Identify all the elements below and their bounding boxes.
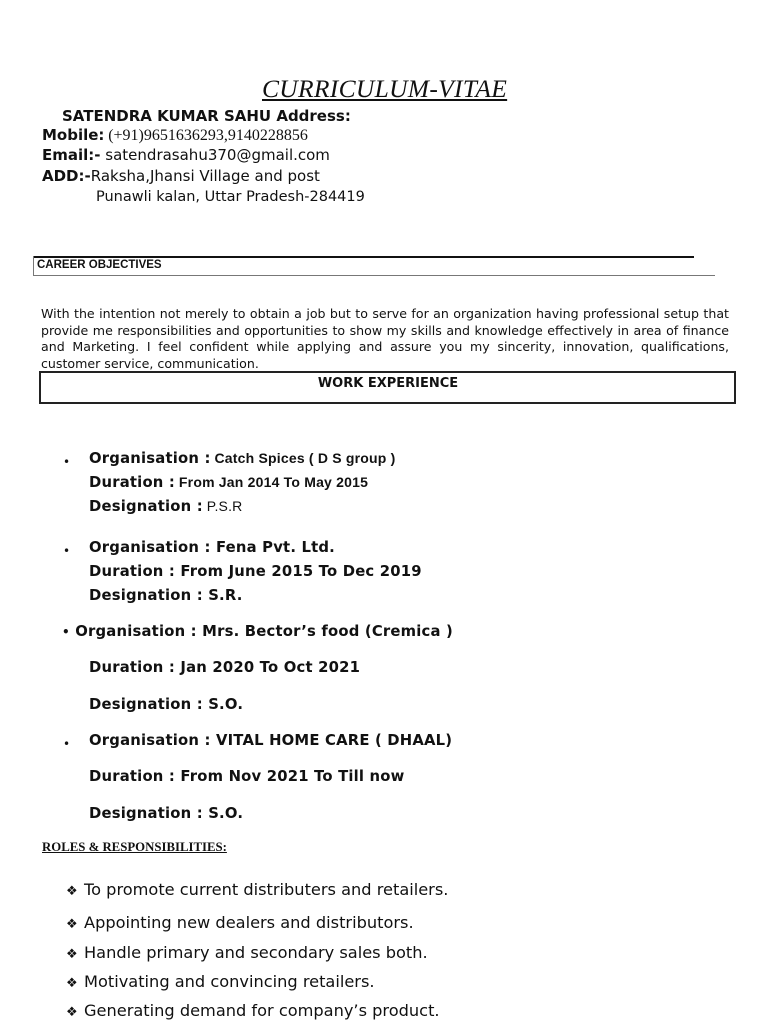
job-bullet: • <box>63 544 71 558</box>
organisation-label: Organisation : <box>89 732 211 749</box>
mobile-value: (+91)9651636293,9140228856 <box>108 127 308 144</box>
list-item-text: Handle primary and secondary sales both. <box>84 943 428 962</box>
mobile-line <box>42 126 308 145</box>
job-duration <box>89 659 360 676</box>
organisation-label: Organisation : <box>89 450 211 467</box>
designation-label: Designation : <box>89 805 203 822</box>
job-designation <box>89 587 243 604</box>
diamond-bullet-icon: ❖ <box>66 1005 78 1020</box>
section-divider-edge <box>33 256 34 276</box>
job-duration <box>89 474 368 492</box>
duration-label: Duration : <box>89 563 176 580</box>
career-objectives-heading: CAREER OBJECTIVES <box>37 259 162 271</box>
list-item-text: Generating demand for company’s product. <box>84 1001 440 1020</box>
address-value-1: Raksha,Jhansi Village and post <box>90 167 320 185</box>
job-designation <box>89 696 243 713</box>
roles-heading: ROLES & RESPONSIBILITIES: <box>42 840 227 854</box>
designation-label: Designation : <box>89 587 203 604</box>
list-item <box>66 1001 440 1020</box>
duration-label: Duration : <box>89 474 176 491</box>
designation-label: Designation : <box>89 498 203 515</box>
job-organisation <box>89 539 335 556</box>
job-duration <box>89 563 422 580</box>
candidate-name: SATENDRA KUMAR SAHU Address: <box>62 107 351 125</box>
job-bullet: • <box>63 455 71 469</box>
list-item <box>66 972 375 991</box>
duration-label: Duration : <box>89 768 176 785</box>
organisation-label: Organisation : <box>75 623 197 640</box>
diamond-bullet-icon: ❖ <box>66 917 78 932</box>
job-organisation <box>62 623 453 640</box>
duration-label: Duration : <box>89 659 176 676</box>
organisation-value: VITAL HOME CARE ( DHAAL) <box>215 732 453 749</box>
organisation-value: Fena Pvt. Ltd. <box>215 539 336 556</box>
list-item <box>66 880 448 899</box>
job-bullet: • <box>63 737 71 751</box>
designation-value: S.O. <box>208 696 244 713</box>
address-line <box>42 167 320 185</box>
job-designation <box>89 498 243 516</box>
diamond-bullet-icon: ❖ <box>66 976 78 991</box>
work-experience-heading: WORK EXPERIENCE <box>317 376 459 391</box>
designation-value: S.R. <box>208 587 243 604</box>
document-title: CURRICULUM-VITAE <box>262 74 508 103</box>
career-objectives-text: With the intention not merely to obtain a job but to serve for an organization having professional setup that provide me responsibilities and opportunities to show my skills and knowledge effectively in area of finance and Marketing. I feel confident while applying and assure you my sincerity, innovation, qualifications, customer service, communication. <box>41 306 729 371</box>
section-divider <box>33 256 694 258</box>
list-item-text: To promote current distributers and retailers. <box>84 880 449 899</box>
job-designation <box>89 805 243 822</box>
list-item-text: Motivating and convincing retailers. <box>84 972 375 991</box>
email-label: Email:- <box>42 146 101 164</box>
organisation-label: Organisation : <box>89 539 211 556</box>
job-duration <box>89 768 405 785</box>
mobile-label: Mobile: <box>42 126 105 144</box>
designation-label: Designation : <box>89 696 203 713</box>
diamond-bullet-icon: ❖ <box>66 947 78 962</box>
duration-value: From Jan 2014 To May 2015 <box>178 474 369 490</box>
address-value-2: Punawli kalan, Uttar Pradesh-284419 <box>96 189 365 205</box>
organisation-value: Mrs. Bector’s food (Cremica ) <box>202 623 454 640</box>
duration-value: From June 2015 To Dec 2019 <box>180 563 422 580</box>
email-value: satendrasahu370@gmail.com <box>105 146 330 164</box>
duration-value: From Nov 2021 To Till now <box>180 768 405 785</box>
designation-value: S.O. <box>208 805 244 822</box>
section-divider-thin <box>33 275 715 276</box>
list-item <box>66 913 414 932</box>
duration-value: Jan 2020 To Oct 2021 <box>180 659 361 676</box>
list-item-text: Appointing new dealers and distributors. <box>84 913 414 932</box>
diamond-bullet-icon: ❖ <box>66 884 78 899</box>
job-organisation <box>89 450 395 468</box>
designation-value: P.S.R <box>206 498 243 514</box>
job-bullet: • <box>62 625 70 639</box>
address-label: ADD:- <box>42 167 91 185</box>
email-line <box>42 146 330 164</box>
list-item <box>66 943 428 962</box>
job-organisation <box>89 732 452 749</box>
organisation-value: Catch Spices ( D S group ) <box>214 450 396 466</box>
